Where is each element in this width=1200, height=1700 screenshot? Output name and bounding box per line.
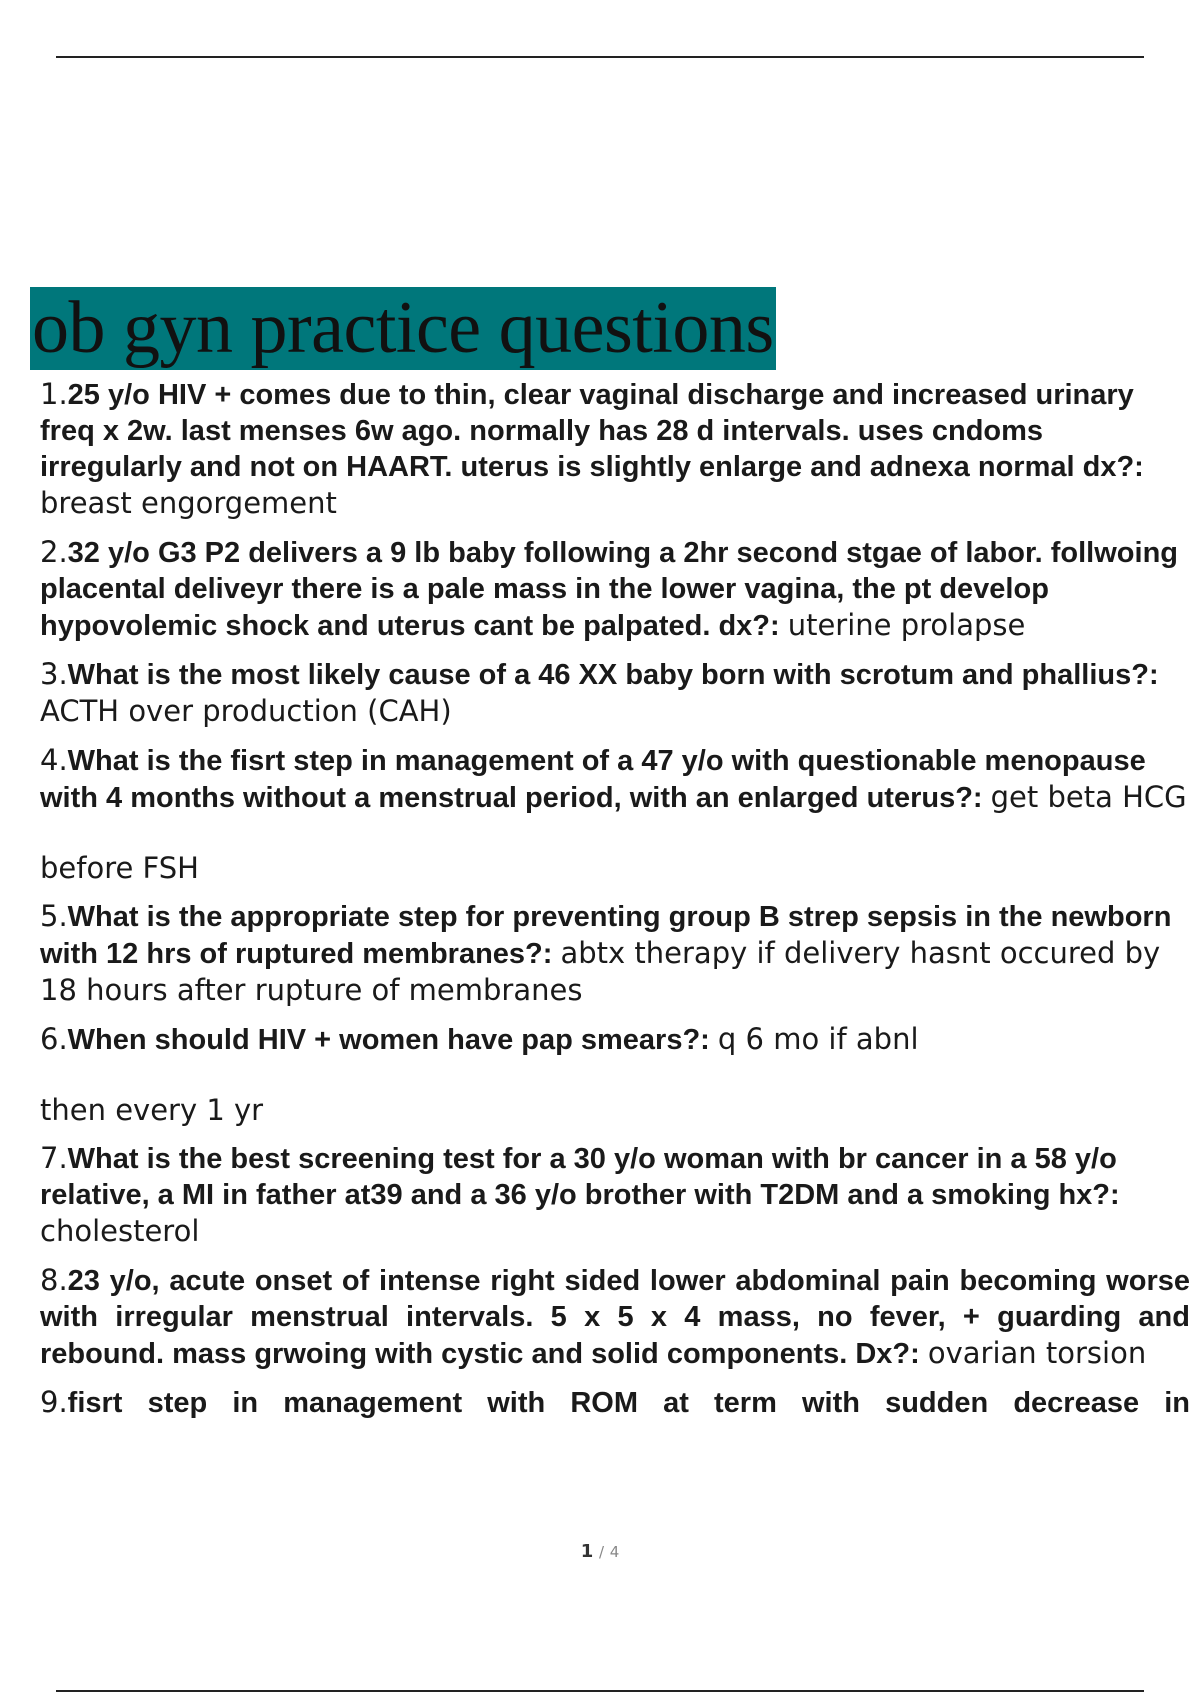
question-prompt: What is the best screening test for a 30 y/o woman with br cancer in a 58 y/o relative, a MI in father at39 and a 36 y/o brother with T2DM and a smoking hx?: bbox=[40, 1143, 1120, 1211]
question-answer-continued: then every 1 yr bbox=[40, 1093, 264, 1127]
question-prompt: 32 y/o G3 P2 delivers a 9 lb baby following a 2hr second stgae of labor. follwoing placental deliveyr there is a pale mass in the lower vagina, the pt develop hypovolemic shock and uterus cant be palpated. dx?: bbox=[40, 537, 1178, 642]
document-title: ob gyn practice questions bbox=[32, 287, 774, 369]
question-answer: uterine prolapse bbox=[787, 608, 1026, 642]
top-divider bbox=[56, 56, 1144, 58]
page-separator: / bbox=[598, 1543, 605, 1561]
question-prompt: What is the fisrt step in management of a 47 y/o with questionable menopause with 4 months without a menstrual period, with an enlarged uterus?: bbox=[40, 745, 1146, 814]
question-number: 8. bbox=[40, 1263, 68, 1297]
question-number: 3. bbox=[40, 657, 68, 691]
question-prompt: When should HIV + women have pap smears?: bbox=[67, 1024, 710, 1056]
page-indicator bbox=[0, 1541, 1200, 1562]
question-answer: breast engorgement bbox=[40, 486, 337, 520]
question-number: 9. bbox=[40, 1385, 68, 1419]
title-highlight bbox=[30, 287, 776, 370]
question-answer: q 6 mo if abnl bbox=[717, 1022, 919, 1056]
question-item-6 bbox=[40, 1021, 1190, 1128]
bottom-divider bbox=[56, 1690, 1144, 1692]
question-answer-continued: before FSH bbox=[40, 851, 199, 885]
question-answer: get beta HCG bbox=[990, 780, 1187, 814]
question-number: 7. bbox=[40, 1141, 68, 1175]
question-item-9 bbox=[40, 1384, 1190, 1421]
question-number: 1. bbox=[40, 377, 68, 411]
question-answer: ovarian torsion bbox=[927, 1336, 1147, 1370]
question-answer: abtx therapy if delivery hasnt occured by 18 hours after rupture of membranes bbox=[40, 936, 1161, 1007]
question-number: 5. bbox=[40, 899, 68, 933]
question-number: 4. bbox=[40, 743, 68, 777]
question-item-7 bbox=[40, 1140, 1190, 1250]
current-page: 1 bbox=[580, 1541, 594, 1562]
question-prompt: fisrt step in management with ROM at term with sudden decrease in bbox=[67, 1387, 1190, 1419]
question-prompt: What is the appropriate step for preventing group B strep sepsis in the newborn with 12 hrs of ruptured membranes?: bbox=[40, 901, 1172, 970]
question-number: 6. bbox=[40, 1022, 68, 1056]
question-item-4 bbox=[40, 742, 1190, 886]
question-prompt: What is the most likely cause of a 46 XX baby born with scrotum and phallius?: bbox=[67, 659, 1159, 691]
question-prompt: 25 y/o HIV + comes due to thin, clear vaginal discharge and increased urinary freq x 2w. last menses 6w ago. normally has 28 d intervals. uses cndoms irregularly and not on HAART. uterus is slightly enlarge and adnexa normal dx?: bbox=[40, 379, 1144, 483]
question-item-5 bbox=[40, 898, 1190, 1009]
question-answer: ACTH over production (CAH) bbox=[40, 694, 452, 728]
question-number: 2. bbox=[40, 535, 68, 569]
question-list bbox=[40, 376, 1190, 1433]
total-pages: 4 bbox=[609, 1543, 620, 1561]
question-item-2 bbox=[40, 534, 1190, 644]
question-prompt: 23 y/o, acute onset of intense right sided lower abdominal pain becoming worse with irregular menstrual intervals. 5 x 5 x 4 mass, no fever, + guarding and rebound. mass grwoing with cystic and solid components. Dx?: bbox=[40, 1265, 1190, 1370]
question-item-3 bbox=[40, 656, 1190, 730]
question-item-8 bbox=[40, 1262, 1190, 1372]
question-item-1 bbox=[40, 376, 1190, 522]
question-answer: cholesterol bbox=[40, 1214, 200, 1248]
